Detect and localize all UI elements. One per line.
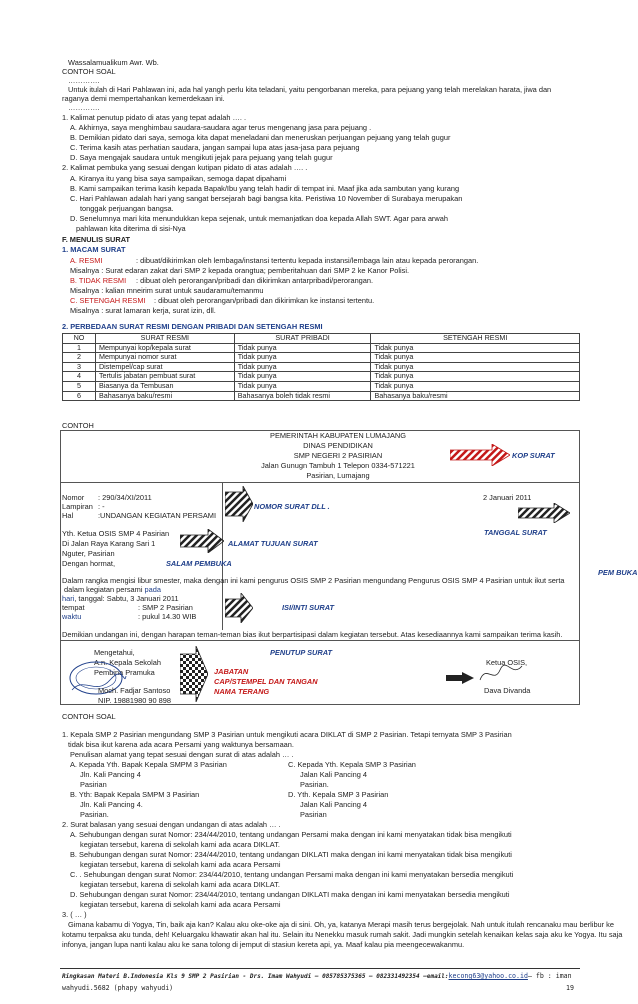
cs2-q2-a1: A. Sehubungan dengan surat Nomor: 234/44/2010, tentang undangan Persami maka dengan ini kami menyatakan tidak bisa mengikuti <box>70 830 512 839</box>
tidak-resmi-description: : dibuat oleh perorangan/pribadi dan dikirimkan antarpribadi/perorangan. <box>136 276 374 285</box>
cs2-q3-para2: kotamu terpaksa aku tunda, deh! Keluargaku khawatir akan hal itu. Selain itu Nenekku masuk rumah sakit. Jadi mungkin setelah kenaikan kelas saja aku ke Yogya. Itu saja <box>62 930 623 939</box>
cell-setengah: Tidak punya <box>371 381 580 391</box>
cell-no: 1 <box>63 343 96 353</box>
cs2-q2-c1: C. . Sehubungan dengan surat Nomor: 234/44/2010, tentang undangan Persami maka dengan ini kami menyatakan bersedia mengikuti <box>70 870 514 879</box>
speech-excerpt-line2: raganya demi mempertahankan kemerdekaan ini. <box>62 94 225 103</box>
speech-excerpt-line1: Untuk itulah di Hari Pahlawan ini, ada hal yangh perlu kita teladani, yaitu pengorbanan mereka, para pejuang yang telah merelakan harata, jiwa dan <box>68 85 552 94</box>
cs2-q1-b3: Pasirian. <box>80 810 109 819</box>
setengah-resmi-example: Misalnya : surat lamaran kerja, surat izin, dll. <box>70 306 216 315</box>
isi-arrow-icon <box>225 593 253 623</box>
cs2-q1-a3: Pasirian <box>80 780 107 789</box>
body-line3 <box>62 594 179 603</box>
table-row <box>63 391 580 401</box>
footer-line2: wahyudi.5682 (phapy wahyudi) <box>62 984 174 992</box>
tidak-resmi-example: Misalnya : kalian mneirim surat untuk saudaramu/temanmu <box>70 286 264 295</box>
cell-resmi: Bahasanya baku/resmi <box>95 391 234 401</box>
cell-pribadi: Tidak punya <box>234 343 371 353</box>
cs2-q1-c3: Pasirian. <box>300 780 329 789</box>
salam-pembuka-label: SALAM PEMBUKA <box>166 559 232 568</box>
tanggal-surat-label: TANGGAL SURAT <box>484 528 547 537</box>
ketua-signature-icon <box>476 660 526 686</box>
penutup-surat-label: PENUTUP SURAT <box>270 648 333 657</box>
body-line2 <box>64 585 161 594</box>
cell-no: 4 <box>63 372 96 382</box>
body-line1: Dalam rangka mengisi libur smester, maka dengan ini kami pengurus OSIS SMP 2 Pasirian mengundang Pengurus OSIS SMP 4 Pasirian untuk ikut serta <box>62 576 565 585</box>
footer-email-link[interactable]: kecong63@yahoo.co.id <box>448 972 528 980</box>
table-header-pribadi: SURAT PRIBADI <box>234 334 371 344</box>
closing-greeting: Wassalamualikum Awr. Wb. <box>68 58 159 67</box>
cap-stempel-label: CAP/STEMPEL DAN TANGAN <box>214 677 318 686</box>
cs2-q1-line3: Penulisan alamat yang tepat sesuai dengan surat di atas adalah … . <box>70 750 294 759</box>
alamat-arrow-icon <box>180 529 224 553</box>
cs2-q2-b2: kegiatan tersebut, karena di sekolah kami ada acara Persami <box>80 860 281 869</box>
footer-rule <box>60 968 580 969</box>
section-f-title: F. MENULIS SURAT <box>62 235 131 244</box>
cell-no: 5 <box>63 381 96 391</box>
footer-line1 <box>62 972 572 980</box>
recipient: Yth. Ketua OSIS SMP 4 Pasirian <box>62 529 170 538</box>
cs2-q1-line2: tidak bisa ikut karena ada acara Persami yang waktunya bersamaan. <box>68 740 294 749</box>
comparison-table <box>62 333 580 401</box>
isi-surat-label: ISI/INTI SURAT <box>282 603 335 612</box>
nomor-value: : 290/34/XI/2011 <box>98 493 152 502</box>
cell-setengah: Bahasanya baku/resmi <box>371 391 580 401</box>
question-2-option-d: D. Senelumnya mari kita menundukkan kepa sejenak, untuk memanjatkan doa kepada Allah SWT. Agar para arwah <box>70 214 448 223</box>
body-line2-pada: pada <box>144 585 161 594</box>
cs2-q1-a2: Jln. Kali Pancing 4 <box>80 770 141 779</box>
kop-divider <box>60 482 579 483</box>
table-header-setengah: SETENGAH RESMI <box>371 334 580 344</box>
an-kepala-sekolah: A.n. Kepala Sekolah <box>94 658 161 667</box>
perbedaan-heading: 2. PERBEDAAN SURAT RESMI DENGAN PRIBADI DAN SETENGAH RESMI <box>62 322 323 331</box>
footer-fb: – fb : iman <box>527 972 572 980</box>
kop-line2: DINAS PENDIDIKAN <box>303 441 373 450</box>
tempat-key: tempat <box>62 603 85 612</box>
cell-resmi: Tertulis jabatan pembuat surat <box>95 372 234 382</box>
question-1-option-b: B. Demikian pidato dari saya, semoga kita dapat meneladani dan meneruskan perjuangan pejuang yang telah gugur <box>70 133 451 142</box>
question-2-stem: 2. Kalimat pembuka yang sesuai dengan kutipan pidato di atas adalah …. . <box>62 163 308 172</box>
ellipsis: …………. <box>68 103 100 112</box>
hal-value: :UNDANGAN KEGIATAN PERSAMI <box>98 511 216 520</box>
cs2-q3-stem: 3. ( … ) <box>62 910 87 919</box>
tanggal-arrow-icon <box>518 503 570 523</box>
cs2-q1-d2: Jalan Kali Pancing 4 <box>300 800 367 809</box>
cell-resmi: Mempunyai kop/kepala surat <box>95 343 234 353</box>
cs2-q2-stem: 2. Surat balasan yang sesuai dengan undangan di atas adalah … . <box>62 820 281 829</box>
table-body <box>63 343 580 401</box>
footer-text: Ringkasan Materi B.Indonesia Kls 9 SMP 2 Pasirian - Drs. Imam Wahyudi – 085785375365 – 082331492354 –email: <box>62 973 449 980</box>
question-1-option-c: C. Terima kasih atas perhatian saudara, jangan sampai lupa atas jasa-jasa para pejuang <box>70 143 360 152</box>
lampiran-value: : - <box>98 502 105 511</box>
closing-sentence: Demikian undangan ini, dengan harapan teman-teman bias ikut berpartisipasi dalam kegiatan tersebut. Atas kesediaannya kami sampaikan terima kasih. <box>62 630 563 639</box>
cell-no: 2 <box>63 353 96 363</box>
nomor-arrow-icon <box>225 486 253 522</box>
address-line2: Nguter, Pasirian <box>62 549 115 558</box>
salam-pembuka: Dengan hormat, <box>62 559 115 568</box>
cs2-q2-d2: kegiatan tersebut, karena di sekolah kami ada acara Persami <box>80 900 281 909</box>
kop-line3: SMP NEGERI 2 PASIRIAN <box>293 451 383 460</box>
contoh-soal-heading: CONTOH SOAL <box>62 67 116 76</box>
setengah-resmi-description: : dibuat oleh perorangan/pribadi dan dikirimkan ke instansi tertentu. <box>154 296 375 305</box>
resmi-label: A. RESMI <box>70 256 103 265</box>
cell-resmi: Distempel/cap surat <box>95 362 234 372</box>
kop-line1: PEMERINTAH KABUPATEN LUMAJANG <box>270 431 406 440</box>
address-line1: Di Jalan Raya Karang Sari 1 <box>62 539 156 548</box>
cs2-q1-a1: A. Kepada Yth. Bapak Kepala SMPM 3 Pasirian <box>70 760 227 769</box>
waktu-value: : pukul 14.30 WIB <box>138 612 197 621</box>
cell-setengah: Tidak punya <box>371 353 580 363</box>
table-row <box>63 353 580 363</box>
setengah-resmi-label: C. SETENGAH RESMI <box>70 296 146 305</box>
jabatan-label: JABATAN <box>214 667 249 676</box>
ellipsis: …………. <box>68 76 100 85</box>
cell-resmi: Mempunyai nomor surat <box>95 353 234 363</box>
cs2-q1-c2: Jalan Kali Pancing 4 <box>300 770 367 779</box>
ketua-arrow-icon <box>446 672 474 684</box>
cs2-q2-a2: kegiatan tersebut, karena di sekolah kami ada acara DIKLAT. <box>80 840 280 849</box>
tidak-resmi-label: B. TIDAK RESMI <box>70 276 127 285</box>
question-2-option-d-cont: pahlawan kita diterima di sisi-Nya <box>76 224 186 233</box>
cs2-q1-b2: Jln. Kali Pancing 4. <box>80 800 143 809</box>
body-line2-text: dalam kegiatan persami <box>64 585 145 594</box>
question-1-stem: 1. Kalimat penutup pidato di atas yang tepat adalah …. . <box>62 113 247 122</box>
question-2-option-c: C. Hari Pahlawan adalah hari yang sangat bersejarah bagi bangsa kita. Peristiwa 10 November di Surabaya merupakan <box>70 194 463 203</box>
penutup-divider <box>60 640 579 641</box>
body-line3-text: , tanggal: Sabtu, 3 Januari 2011 <box>74 594 179 603</box>
table-row <box>63 381 580 391</box>
cs2-q1-line1: 1. Kepala SMP 2 Pasirian mengundang SMP 3 Pasirian untuk mengikuti acara DIKLAT di SMP 2 Pasirian. Tetapi ternyata SMP 3 Pasirian <box>62 730 512 739</box>
kop-line4: Jalan Gunugn Tambuh 1 Telepon 0334-571221 <box>261 461 415 470</box>
cs2-q1-b1: B. Yth: Bapak Kepala SMPM 3 Pasirian <box>70 790 200 799</box>
ttd-arrow-icon <box>180 646 208 702</box>
cell-pribadi: Bahasanya boleh tidak resmi <box>234 391 371 401</box>
table-header-resmi: SURAT RESMI <box>95 334 234 344</box>
cell-setengah: Tidak punya <box>371 372 580 382</box>
table-header-no: NO <box>63 334 96 344</box>
cs2-q1-d3: Pasirian <box>300 810 327 819</box>
lampiran-key: Lampiran <box>62 502 93 511</box>
contoh-label: CONTOH <box>62 421 94 430</box>
cs2-q3-para1: Gimana kabamu di Yogya, Tin, baik aja kan? Kalau aku oke-oke aja di sini. Oh, ya, katanya Merapi masih terus bergejolak. Nah untuk itulah rencanaku mau berlibur ke <box>68 920 614 929</box>
cs2-q1-d1: D. Yth. Kepala SMP 3 Pasirian <box>288 790 389 799</box>
cs2-q2-b1: B. Sehubungan dengan surat Nomor: 234/44/2010, tentang undangan DIKLATI maka dengan ini kami menyatakan tidak bisa mengikuti <box>70 850 512 859</box>
nomor-surat-label: NOMOR SURAT DLL . <box>254 502 330 511</box>
letter-date: 2 Januari 2011 <box>483 493 532 502</box>
ketua-name: Dava Divanda <box>484 686 531 695</box>
question-1-option-a: A. Akhirnya, saya menghimbau saudara-saudara agar terus mengenang jasa para pejuang . <box>70 123 372 132</box>
hal-key: Hal <box>62 511 74 520</box>
cs2-q2-c2: kegiatan tersebut, karena di sekolah kami ada acara DIKLAT. <box>80 880 280 889</box>
cell-resmi: Biasanya da Tembusan <box>95 381 234 391</box>
table-header-row <box>63 334 580 344</box>
mengetahui: Mengetahui, <box>94 648 135 657</box>
cell-pribadi: Tidak punya <box>234 362 371 372</box>
cell-pribadi: Tidak punya <box>234 353 371 363</box>
nama-terang-label: NAMA TERANG <box>214 687 270 696</box>
resmi-example: Misalnya : Surat edaran zakat dari SMP 2 kepada orangtua; pemberitahuan dari SMP 2 ke Kanor Polisi. <box>70 266 410 275</box>
cell-no: 6 <box>63 391 96 401</box>
signatory-name: Moch. Fadjar Santoso <box>98 686 171 695</box>
question-2-option-a: A. Kiranya itu yang bisa saya sampaikan, semoga dapat dipahami <box>70 174 287 183</box>
cs2-q2-d1: D. Sehubungan dengan surat Nomor: 234/44/2010, tentang undangan DIKLATI maka dengan ini kami menyatakan bersedia mengikuti <box>70 890 510 899</box>
page-number: 19 <box>566 984 574 992</box>
cell-setengah: Tidak punya <box>371 343 580 353</box>
cell-pribadi: Tidak punya <box>234 381 371 391</box>
cs2-q3-para3: infonya, jangan lupa nanti kalau aku ke sana tolong di jemput di stasiun kereta api, ya. Maaf kalau pia meengecewakanmu. <box>62 940 465 949</box>
body-line3-hari: hari <box>62 594 75 603</box>
kop-surat-label: KOP SURAT <box>512 451 555 460</box>
resmi-description: : dibuat/dikirimkan oleh lembaga/instansi tertentu kepada instansi/lembaga lain atau kepada perorangan. <box>136 256 479 265</box>
kop-arrow-icon <box>450 444 510 466</box>
question-1-option-d: D. Saya mengajak saudara untuk mengikuti jejak para pejuang yang telah gugur <box>70 153 333 162</box>
cell-no: 3 <box>63 362 96 372</box>
question-2-option-b: B. Kami sampaikan terima kasih kepada Bapak/Ibu yang telah hadir di tempat ini. Maaf jika ada sambutan yang kurang <box>70 184 460 193</box>
nomor-key: Nomor <box>62 493 85 502</box>
ketua-osis: Ketua OSIS, <box>486 658 528 667</box>
pembuka-label: PEM BUKA <box>598 568 638 577</box>
pembina-pramuka: Pembina Pramuka <box>94 668 155 677</box>
question-2-option-c-cont: tonggak perjuangan bangsa. <box>80 204 174 213</box>
macam-surat-heading: 1. MACAM SURAT <box>62 245 126 254</box>
contoh-soal-2-heading: CONTOH SOAL <box>62 712 116 721</box>
cell-pribadi: Tidak punya <box>234 372 371 382</box>
signatory-nip: NIP. 19881980 90 898 <box>98 696 172 705</box>
cs2-q1-c1: C. Kepada Yth. Kepala SMP 3 Pasirian <box>288 760 416 769</box>
annotation-guide-line <box>222 482 223 630</box>
tempat-value: : SMP 2 Pasirian <box>138 603 193 612</box>
cell-setengah: Tidak punya <box>371 362 580 372</box>
waktu-key: waktu <box>62 612 82 621</box>
kop-line5: Pasirian, Lumajang <box>306 471 370 480</box>
alamat-tujuan-label: ALAMAT TUJUAN SURAT <box>228 539 318 548</box>
